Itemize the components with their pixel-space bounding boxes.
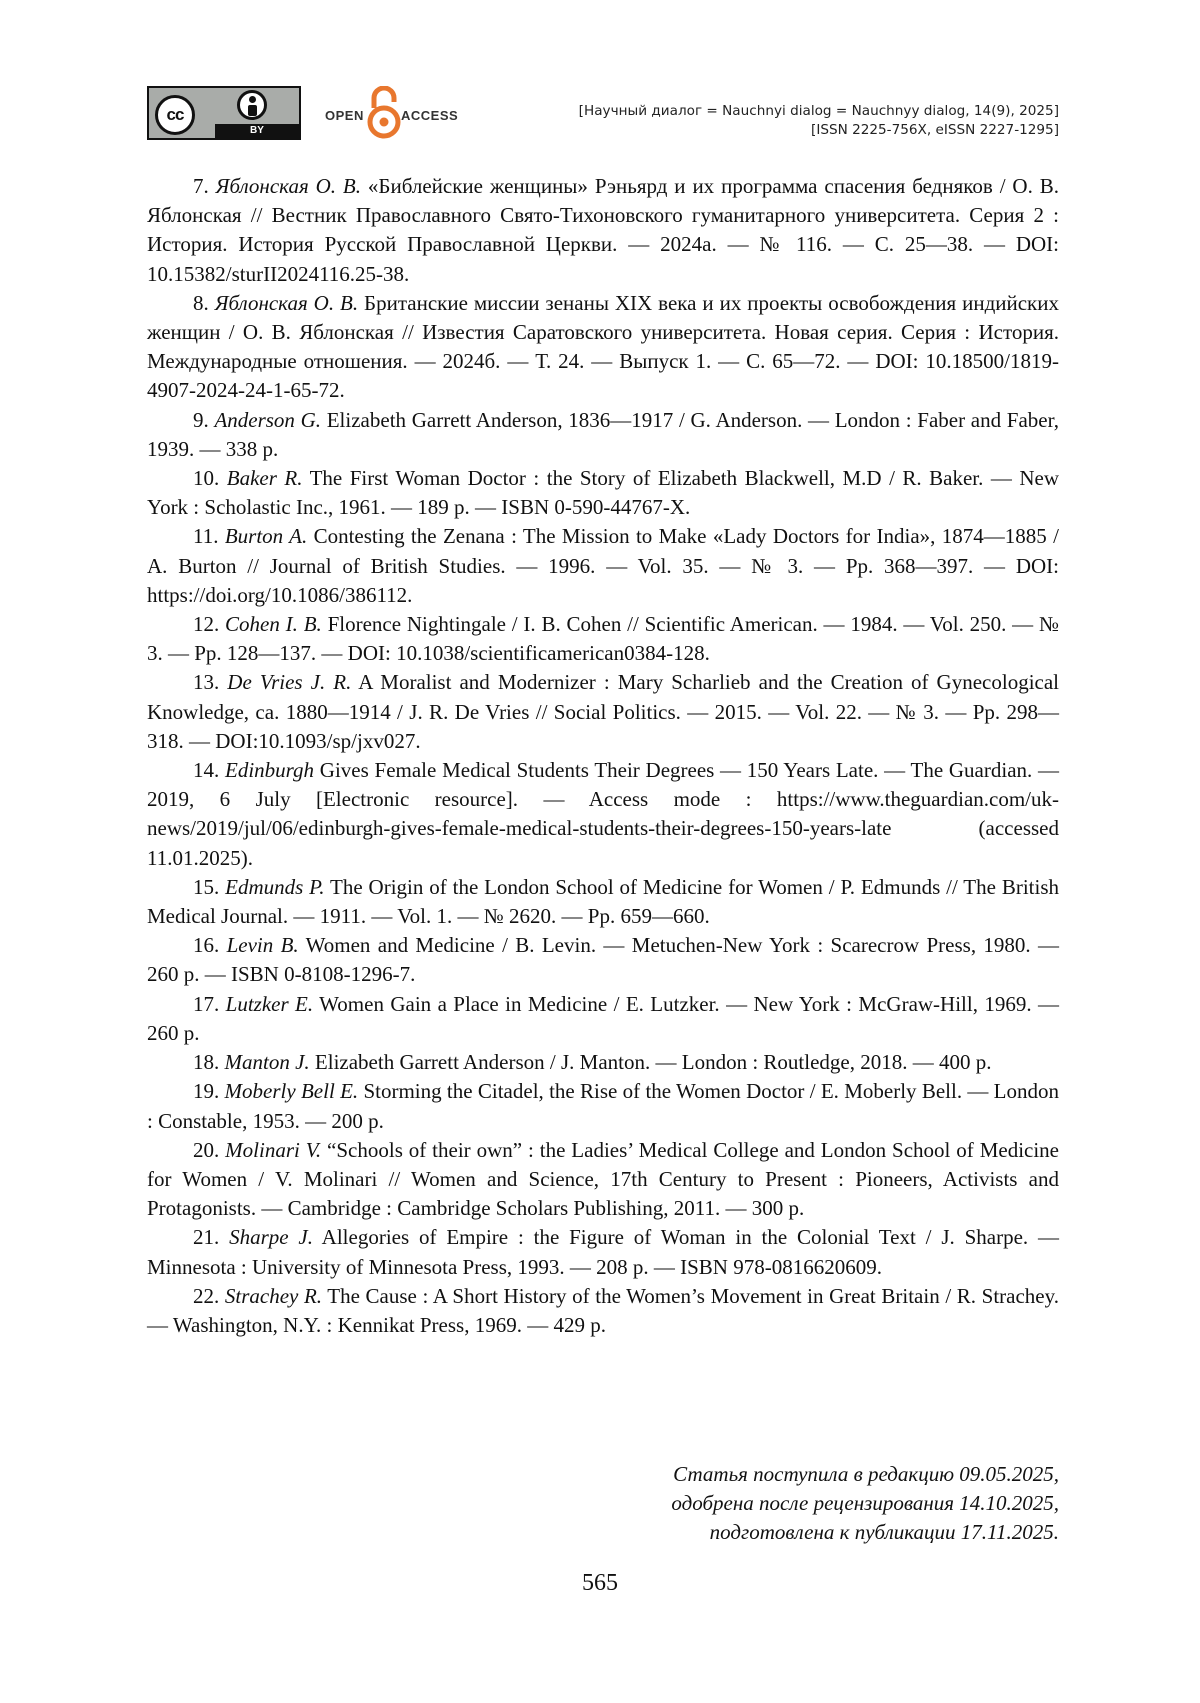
article-dates <box>671 1460 1059 1547</box>
reference-number: 20. <box>193 1137 226 1162</box>
reference-text: Британские миссии зенаны XIX века и их проекты освобождения индийских женщин / О. В. Яблонская // Известия Саратовского университета. Новая серия. Серия : История. Международные отношения. — 2024б. — Т. 24. — Выпуск 1. — С. 65—72. — DOI: 10.18500/1819-4907-2024-24-1-65-72. <box>147 290 1059 403</box>
reference-entry <box>147 1048 1059 1077</box>
page-number: 565 <box>582 1570 618 1596</box>
reference-author: Manton J. <box>224 1050 310 1075</box>
reference-entry <box>147 990 1059 1048</box>
reference-number: 18. <box>193 1050 225 1075</box>
reference-entry <box>147 1136 1059 1224</box>
reference-number: 21. <box>193 1225 230 1250</box>
reference-author: Cohen I. B. <box>225 612 322 637</box>
creative-commons-icon: cc <box>155 95 195 135</box>
reference-author: Moberly Bell E. <box>224 1079 359 1104</box>
reference-author: Anderson G. <box>214 407 322 432</box>
open-access-label-right: ACCESS <box>401 108 459 123</box>
journal-title-line: [Научный диалог = Nauchnyi dialog = Nauchnyy dialog, 14(9), 2025] <box>578 103 1059 119</box>
journal-issn-line: [ISSN 2225-756X, eISSN 2227-1295] <box>811 122 1059 138</box>
license-by-label: BY <box>215 124 299 138</box>
reference-author: Strachey R. <box>224 1283 323 1308</box>
reference-text: “Schools of their own” : the Ladies’ Medical College and London School of Medicine for Women / V. Molinari // Women and Science, 17th Century to Present : Pioneers, Activists and Protagonists. — Cambridge : Cambridge Scholars Publishing, 2011. — 300 p. <box>147 1137 1059 1221</box>
reference-text: Contesting the Zenana : The Mission to Make «Lady Doctors for India», 1874—1885 / A. Burton // Journal of British Studies. — 1996. — Vol. 35. — № 3. — Pp. 368—397. — DOI: https://doi.org/10.1086/386112. <box>147 524 1059 607</box>
reference-text: Gives Female Medical Students Their Degrees — 150 Years Late. — The Guardian. — 2019, 6 July [Electronic resource]. — Access mode : https://www.theguardian.com/uk-news/2019/jul/06/edinburgh-gives-female-medical-students-their-degrees-150-years-late (accessed 11.01.2025). <box>147 758 1060 870</box>
reference-author: Яблонская О. В. <box>215 174 361 198</box>
open-access-label-left: OPEN <box>325 108 364 123</box>
reference-text: The Origin of the London School of Medicine for Women / P. Edmunds // The British Medical Journal. — 1911. — Vol. 1. — № 2620. — Pp. 659—660. <box>147 874 1059 929</box>
reference-number: 13. <box>193 670 228 695</box>
reference-entry <box>147 931 1059 989</box>
reference-author: Baker R. <box>226 466 303 491</box>
reference-list <box>147 172 1059 1340</box>
reference-text: Elizabeth Garrett Anderson / J. Manton. — London : Routledge, 2018. — 400 p. <box>309 1050 992 1075</box>
cc-by-license-badge[interactable] <box>147 86 301 140</box>
received-date: Статья поступила в редакцию 09.05.2025, <box>673 1462 1059 1486</box>
journal-citation <box>579 102 1059 140</box>
reference-entry <box>147 1077 1059 1135</box>
reference-author: Burton A. <box>224 524 308 549</box>
reference-number: 9. <box>193 407 215 432</box>
reference-number: 17. <box>193 991 226 1016</box>
attribution-icon <box>237 90 267 120</box>
reference-number: 14. <box>193 758 225 783</box>
reference-number: 22. <box>193 1283 225 1308</box>
reference-entry <box>147 610 1059 668</box>
reference-text: A Moralist and Modernizer : Mary Scharlieb and the Creation of Gynecological Knowledge, ca. 1880—1914 / J. R. De Vries // Social Politics. — 2015. — Vol. 22. — № 3. — Pp. 298—318. — DOI:10.1093/sp/jxv027. <box>147 670 1060 753</box>
reference-entry <box>147 172 1059 289</box>
reference-entry <box>147 873 1059 931</box>
reference-number: 15. <box>193 874 226 899</box>
reference-entry <box>147 406 1059 464</box>
reference-author: De Vries J. R. <box>227 670 352 695</box>
reference-entry <box>147 668 1059 756</box>
reference-text: Women and Medicine / B. Levin. — Metuchen-New York : Scarecrow Press, 1980. — 260 p. — ISBN 0-8108-1296-7. <box>147 933 1059 987</box>
reference-entry <box>147 464 1059 522</box>
reference-text: The First Woman Doctor : the Story of Elizabeth Blackwell, M.D / R. Baker. — New York : Scholastic Inc., 1961. — 189 p. — ISBN 0-590-44767-X. <box>147 466 1060 520</box>
reference-text: Elizabeth Garrett Anderson, 1836—1917 / G. Anderson. — London : Faber and Faber, 1939. — 338 p. <box>147 407 1059 461</box>
reference-text: «Библейские женщины» Рэньярд и их программа спасения бедняков / О. В. Яблонская // Вестник Православного Свято-Тихоновского гуманитарного университета. Серия 2 : История. История Русской Православной Церкви. — 2024а. — № 116. — С. 25—38. — DOI: 10.15382/sturII2024116.25-38. <box>147 174 1059 286</box>
reference-author: Molinari V. <box>225 1137 322 1162</box>
reference-number: 16. <box>193 933 227 958</box>
publication-date: подготовлена к публикации 17.11.2025. <box>709 1520 1059 1544</box>
reference-text: Florence Nightingale / I. B. Cohen // Scientific American. — 1984. — Vol. 250. — № 3. — Pp. 128—137. — DOI: 10.1038/scientificamerican0384-128. <box>147 612 1060 666</box>
reference-author: Levin B. <box>226 933 299 958</box>
reference-number: 19. <box>193 1079 225 1104</box>
reference-number: 12. <box>193 612 226 637</box>
reference-text: Allegories of Empire : the Figure of Woman in the Colonial Text / J. Sharpe. — Minnesota : University of Minnesota Press, 1993. — 208 p. — ISBN 978-0816620609. <box>147 1225 1059 1279</box>
reference-text: Storming the Citadel, the Rise of the Women Doctor / E. Moberly Bell. — London : Constable, 1953. — 200 p. <box>147 1079 1059 1133</box>
reference-number: 7. <box>193 174 216 198</box>
reference-number: 11. <box>193 524 225 549</box>
approved-date: одобрена после рецензирования 14.10.2025, <box>671 1491 1059 1515</box>
reference-author: Edinburgh <box>225 758 315 783</box>
reference-entry <box>147 522 1059 610</box>
reference-entry <box>147 1282 1059 1340</box>
reference-entry <box>147 1223 1059 1281</box>
page-header <box>147 86 1059 142</box>
reference-author: Яблонская О. В. <box>214 290 359 315</box>
reference-author: Lutzker E. <box>225 991 314 1016</box>
reference-author: Sharpe J. <box>229 1225 313 1250</box>
reference-entry <box>147 756 1059 873</box>
reference-author: Edmunds P. <box>225 874 325 899</box>
reference-number: 8. <box>193 290 215 315</box>
reference-text: The Cause : A Short History of the Women’s Movement in Great Britain / R. Strachey. — Washington, N.Y. : Kennikat Press, 1969. — 429 p. <box>147 1283 1060 1337</box>
reference-number: 10. <box>193 466 227 491</box>
open-access-logo <box>317 86 477 142</box>
reference-entry <box>147 289 1059 406</box>
reference-text: Women Gain a Place in Medicine / E. Lutzker. — New York : McGraw-Hill, 1969. — 260 p. <box>147 991 1060 1045</box>
